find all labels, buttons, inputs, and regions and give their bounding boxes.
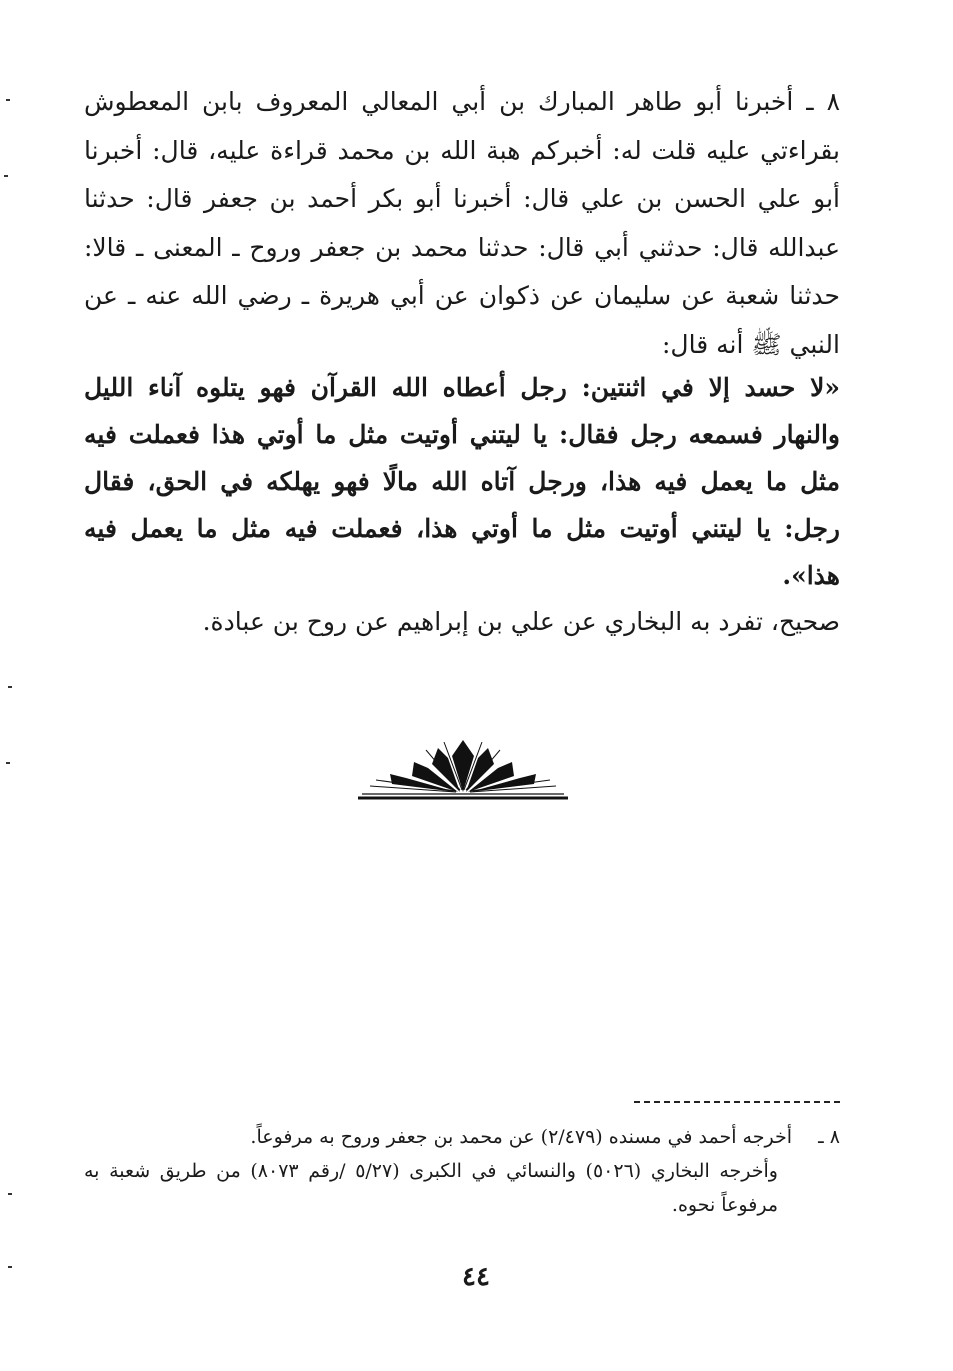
footnote-number: ٨ ـ xyxy=(818,1126,840,1148)
grading-text: صحيح، تفرد به البخاري عن علي بن إبراهيم عن روح بن عبادة. xyxy=(202,607,840,636)
footnote-item xyxy=(84,1120,840,1154)
isnad-paragraph xyxy=(84,78,840,370)
footnote-continuation: وأخرجه البخاري (٥٠٢٦) والنسائي في الكبرى (٥/٢٧ /رقم ٨٠٧٣) من طريق شعبة به مرفوعاً نحوه. xyxy=(84,1160,778,1216)
hadith-text-block xyxy=(84,364,840,599)
grading-paragraph xyxy=(84,598,840,646)
margin-mark xyxy=(6,99,10,101)
margin-mark xyxy=(8,1266,12,1268)
margin-mark xyxy=(4,175,8,177)
footnote-line: أخرجه أحمد في مسنده (٢/٤٧٩) عن محمد بن جعفر وروح به مرفوعاً. xyxy=(250,1126,792,1148)
hadith-text: «لا حسد إلا في اثنتين: رجل أعطاه الله القرآن فهو يتلوه آناء الليل والنهار فسمعه رجل فقال: يا ليتني أوتيت مثل ما أوتي هذا فعملت فيه مثل ما يعمل فيه هذا، ورجل آتاه الله مالًا فهو يهلكه في الحق، فقال رجل: يا ليتني أوتيت مثل ما أوتي هذا، فعملت فيه مثل ما يعمل فيه هذا». xyxy=(84,373,840,590)
footnote-separator xyxy=(634,1101,840,1103)
margin-mark xyxy=(8,686,12,688)
margin-mark xyxy=(6,762,10,764)
footnotes-section xyxy=(84,1120,840,1222)
isnad-text: ٨ ـ أخبرنا أبو طاهر المبارك بن أبي المعالي المعروف بابن المعطوش بقراءتي عليه قلت له: أخبركم هبة الله بن محمد قراءة عليه، قال: أخبرنا أبو علي الحسن بن علي قال: أخبرنا أبو بكر أحمد بن جعفر قال: حدثنا عبدالله قال: حدثني أبي قال: حدثنا محمد بن جعفر وروح ـ المعنى ـ قالا: حدثنا شعبة عن سليمان عن ذكوان عن أبي هريرة ـ رضي الله عنه ـ عن النبي ﷺ أنه قال: xyxy=(84,87,840,359)
margin-mark xyxy=(8,1193,12,1195)
sunburst-ornament-icon xyxy=(356,734,570,802)
page-number: ٤٤ xyxy=(462,1262,490,1292)
